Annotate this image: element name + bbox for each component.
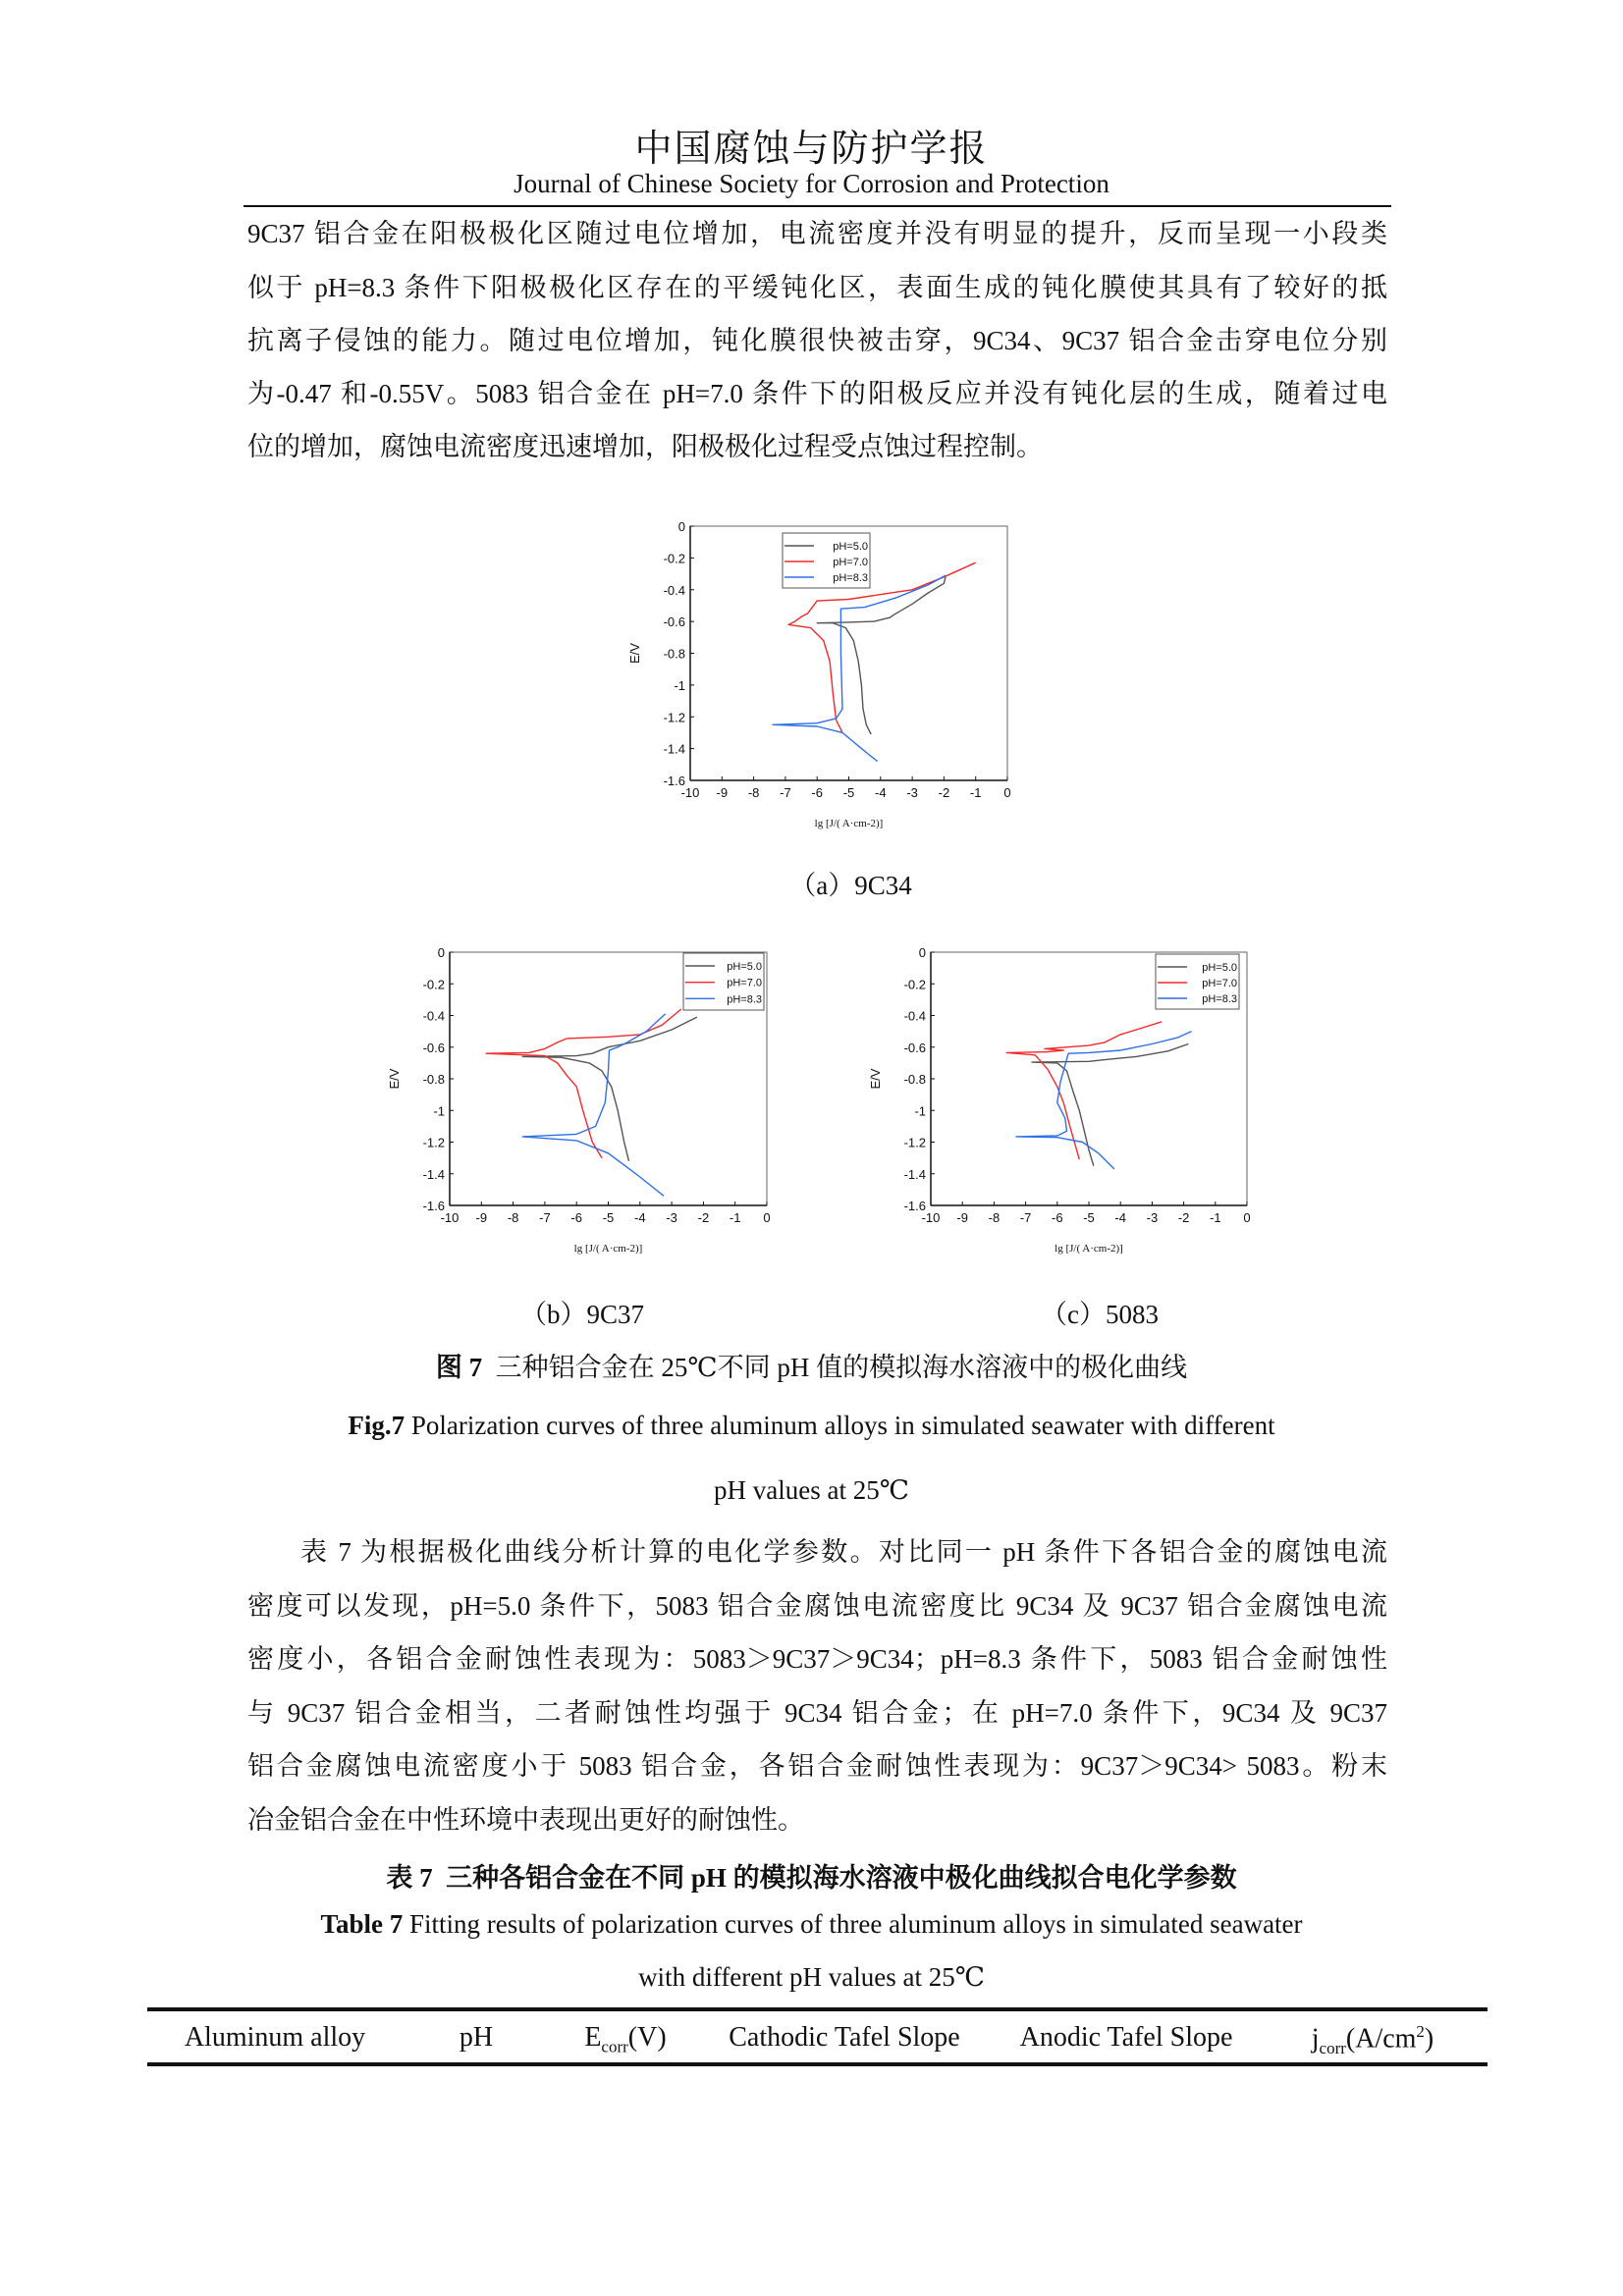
table-title-en-text: Fitting results of polarization curves of three aluminum alloys in simulated seawater (409, 1909, 1303, 1939)
y-tick-label: -0.8 (663, 646, 685, 662)
header-rule (243, 205, 1391, 207)
x-tick-label: -3 (666, 1210, 677, 1225)
table-label-cn: 表 7 (386, 1863, 433, 1893)
x-tick-label: -10 (440, 1210, 460, 1225)
x-tick-label: -8 (747, 785, 760, 800)
x-tick-label: -3 (1146, 1210, 1159, 1225)
x-tick-label: -5 (1083, 1210, 1095, 1225)
x-tick-label: -6 (811, 785, 823, 800)
th-cathodic: Cathodic Tafel Slope (729, 2022, 960, 2053)
y-tick-label: -0.6 (422, 1040, 445, 1055)
text-line: 为-0.47 和-0.55V。5083 铝合金在 pH=7.0 条件下的阳极反应并没有钝化层的生成，随着过电 (247, 379, 1387, 408)
text-line: 表 7 为根据极化曲线分析计算的电化学参数。对比同一 pH 条件下各铝合金的腐蚀电流 (300, 1537, 1387, 1567)
x-axis-label: lg [J/( A·cm-2)] (573, 1243, 643, 1255)
x-tick-label: -4 (875, 785, 887, 800)
y-tick-label: -1.4 (663, 741, 685, 757)
figure-label-cn: 图 7 (435, 1353, 483, 1382)
y-axis-label: E/V (627, 643, 642, 664)
x-tick-label: -2 (1177, 1210, 1190, 1225)
chart-9c37 (383, 942, 805, 1276)
y-tick-label: 0 (918, 945, 926, 960)
legend-label: pH=5.0 (727, 961, 762, 973)
figure-caption-cn (0, 1346, 1623, 1384)
y-tick-label: -0.6 (663, 614, 685, 630)
x-tick-label: -6 (1052, 1210, 1063, 1225)
x-tick-label: -1 (1210, 1210, 1221, 1225)
th-jcorr: $j_{corr}(A/cm^2)$ (1311, 2022, 1434, 2057)
journal-title-en: Journal of Chinese Society for Corrosion and Protection (514, 169, 1109, 198)
series-line-50 (522, 1017, 697, 1161)
series-line-70 (486, 1009, 681, 1158)
table-title-en (0, 1909, 1623, 1940)
text-line: 铝合金腐蚀电流密度小于 5083 铝合金，各铝合金耐蚀性表现为：9C37＞9C34> 5083。粉末 (247, 1751, 1387, 1781)
legend-label: pH=8.3 (1202, 993, 1237, 1005)
y-tick-label: -0.4 (903, 1008, 926, 1024)
legend-label: pH=7.0 (833, 557, 868, 568)
x-tick-label: -8 (988, 1210, 1001, 1225)
legend-label: pH=8.3 (833, 572, 868, 584)
x-tick-label: -9 (716, 785, 729, 800)
y-tick-label: -0.2 (903, 977, 926, 992)
table-title-en-2: with different pH values at 25℃ (638, 1962, 985, 1992)
series-line-50 (817, 577, 946, 734)
subcaption-c: （c）5083 (1041, 1300, 1159, 1329)
x-tick-label: -2 (697, 1210, 710, 1225)
series-line-83 (522, 1014, 665, 1196)
x-tick-label: 0 (763, 1210, 771, 1225)
y-tick-label: -1.4 (422, 1166, 445, 1182)
y-axis-label: E/V (868, 1068, 883, 1090)
y-tick-label: -0.4 (663, 582, 685, 598)
x-tick-label: -4 (634, 1210, 646, 1225)
figure-caption-en-2: pH values at 25℃ (714, 1475, 909, 1505)
th-ecorr: $E_{corr}(V)$ (584, 2022, 667, 2056)
y-tick-label: 0 (677, 519, 685, 534)
text-line: 9C37 铝合金在阳极极化区随过电位增加，电流密度并没有明显的提升，反而呈现一小段类 (247, 219, 1387, 248)
legend-label: pH=5.0 (833, 541, 868, 553)
x-tick-label: -9 (475, 1210, 488, 1225)
chart-5083 (864, 942, 1286, 1276)
table-label-en: Table 7 (320, 1909, 404, 1939)
x-tick-label: -3 (906, 785, 918, 800)
figure-caption-en (0, 1411, 1623, 1441)
y-tick-label: -1 (914, 1103, 926, 1119)
th-alloy: Aluminum alloy (184, 2022, 366, 2053)
chart-9c34 (619, 510, 1041, 844)
legend-label: pH=8.3 (727, 993, 762, 1006)
y-tick-label: -1 (433, 1103, 445, 1119)
th-ph: pH (459, 2022, 494, 2053)
table-header-rule (147, 2062, 1488, 2066)
text-line: 密度小，各铝合金耐蚀性表现为：5083＞9C37＞9C34；pH=8.3 条件下，5083 铝合金耐蚀性 (247, 1644, 1387, 1674)
y-tick-label: -1.6 (422, 1199, 445, 1213)
figure-label-en: Fig.7 (348, 1411, 406, 1440)
text-line: 冶金铝合金在中性环境中表现出更好的耐蚀性。 (247, 1805, 804, 1835)
text-line: 与 9C37 铝合金相当，二者耐蚀性均强于 9C34 铝合金；在 pH=7.0 条件下，9C34 及 9C37 (247, 1698, 1387, 1728)
x-axis-label: lg [J/( A·cm-2)] (1055, 1243, 1123, 1255)
y-tick-label: -0.4 (422, 1008, 445, 1024)
y-tick-label: -1 (674, 677, 685, 693)
th-anodic: Anodic Tafel Slope (1019, 2022, 1233, 2053)
y-tick-label: -1.2 (903, 1135, 926, 1150)
table-title-cn (0, 1856, 1623, 1895)
x-tick-label: -2 (938, 785, 950, 800)
x-tick-label: -4 (1114, 1210, 1126, 1225)
y-tick-label: -0.2 (663, 551, 685, 566)
x-tick-label: -5 (842, 785, 855, 800)
figure-caption-en-text: Polarization curves of three aluminum alloys in simulated seawater with different (410, 1411, 1275, 1440)
figure-caption-cn-text: 三种铝合金在 25℃不同 pH 值的模拟海水溶液中的极化曲线 (495, 1353, 1188, 1382)
x-tick-label: -7 (780, 785, 791, 800)
legend-label: pH=5.0 (1202, 962, 1237, 974)
x-tick-label: -1 (969, 785, 982, 800)
legend-label: pH=7.0 (1202, 978, 1237, 989)
x-tick-label: -9 (956, 1210, 968, 1225)
text-line: 位的增加，腐蚀电流密度迅速增加，阳极极化过程受点蚀过程控制。 (247, 432, 1043, 461)
x-tick-label: -5 (602, 1210, 615, 1225)
y-tick-label: -1.4 (903, 1166, 926, 1182)
journal-title-cn: 中国腐蚀与防护学报 (634, 129, 989, 170)
y-tick-label: -0.8 (903, 1072, 926, 1087)
y-tick-label: 0 (437, 945, 445, 960)
table-title-cn-text: 三种各铝合金在不同 pH 的模拟海水溶液中极化曲线拟合电化学参数 (446, 1863, 1237, 1893)
series-line-70 (1006, 1022, 1162, 1159)
table-top-rule (147, 2007, 1488, 2011)
x-tick-label: -7 (539, 1210, 551, 1225)
x-tick-label: 0 (1243, 1210, 1251, 1225)
y-tick-label: -1.2 (422, 1135, 445, 1150)
x-axis-label: lg [J/( A·cm-2)] (814, 818, 884, 829)
y-tick-label: -1.6 (903, 1199, 926, 1213)
text-line: 抗离子侵蚀的能力。随过电位增加，钝化膜很快被击穿，9C34、9C37 铝合金击穿电位分别 (247, 326, 1387, 355)
series-line-50 (1032, 1044, 1188, 1166)
subcaption-a: （a）9C34 (789, 871, 912, 900)
y-tick-label: -1.6 (663, 774, 685, 788)
x-tick-label: -10 (680, 785, 700, 800)
y-tick-label: -1.2 (663, 710, 685, 725)
y-axis-label: E/V (387, 1068, 402, 1090)
x-tick-label: -1 (729, 1210, 741, 1225)
subcaption-b: （b）9C37 (520, 1300, 645, 1329)
x-tick-label: -8 (507, 1210, 519, 1225)
x-tick-label: -7 (1019, 1210, 1032, 1225)
legend-label: pH=7.0 (727, 977, 762, 989)
text-line: 密度可以发现，pH=5.0 条件下，5083 铝合金腐蚀电流密度比 9C34 及 9C37 铝合金腐蚀电流 (247, 1591, 1387, 1621)
y-tick-label: -0.8 (422, 1072, 445, 1087)
x-tick-label: -10 (921, 1210, 941, 1225)
x-tick-label: 0 (1003, 785, 1011, 800)
y-tick-label: -0.2 (422, 977, 445, 992)
text-line: 似于 pH=8.3 条件下阳极极化区存在的平缓钝化区，表面生成的钝化膜使其具有了较好的抵 (247, 273, 1387, 302)
y-tick-label: -0.6 (903, 1040, 926, 1055)
x-tick-label: -6 (570, 1210, 582, 1225)
